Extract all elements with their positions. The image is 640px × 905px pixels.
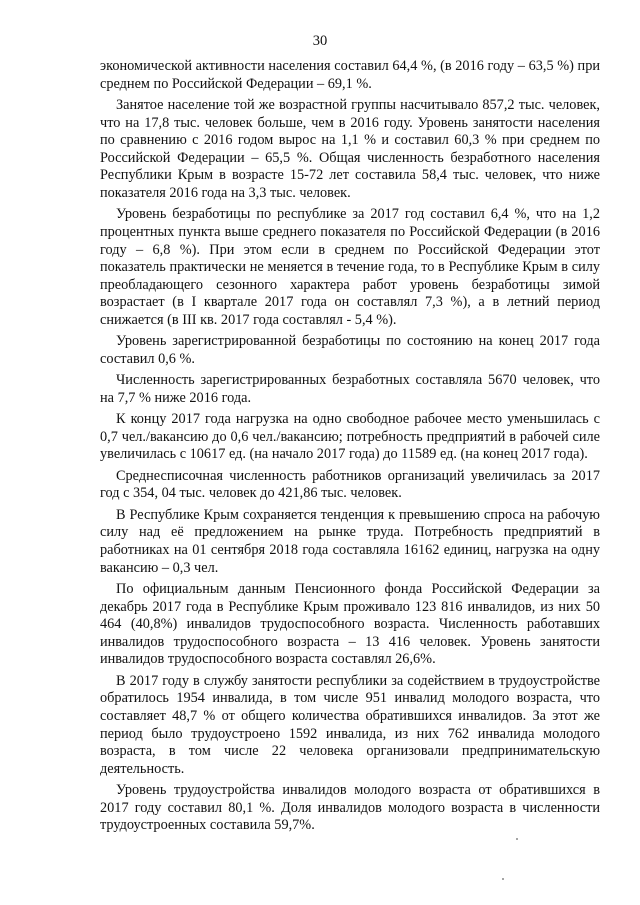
paragraph: В 2017 году в службу занятости республики за содействием в трудоустройстве обратилось 1954 инвалида, в том числе 951 инвалид молодого возраста, что составляет 48,7 % от общего количества обратившихся инвалидов. За этот же период было трудоустроено 1592 инвалида, из них 762 инвалида молодого возраста, в том числе 22 человека организовали предпринимательскую деятельность. xyxy=(100,672,600,777)
paragraph: В Республике Крым сохраняется тенденция к превышению спроса на рабочую силу над её предложением на рынке труда. Потребность предприятий в работниках на 01 сентября 2018 года составляла 16162 единиц, нагрузка на одну вакансию – 0,3 чел. xyxy=(100,506,600,576)
paragraph: Численность зарегистрированных безработных составляла 5670 человек, что на 7,7 % ниже 2016 года. xyxy=(100,372,600,406)
paragraph: Среднесписочная численность работников организаций увеличилась за 2017 год с 354, 04 тыс. человек до 421,86 тыс. человек. xyxy=(100,467,600,502)
body-text xyxy=(100,58,600,835)
scan-speck xyxy=(502,878,504,880)
paragraph: По официальным данным Пенсионного фонда Российской Федерации за декабрь 2017 года в Республике Крым проживало 123 816 инвалидов, из них 50 464 (40,8%) инвалидов трудоспособного возраста. Численность работавших инвалидов трудоспособного возраста – 13 416 человек. Уровень занятости инвалидов трудоспособного возраста составлял 26,6%. xyxy=(100,581,600,668)
paragraph: Уровень трудоустройства инвалидов молодого возраста от обратившихся в 2017 году составил 80,1 %. Доля инвалидов молодого возраста в численности трудоустроенных составила 59,7%. xyxy=(100,782,600,834)
paragraph: К концу 2017 года нагрузка на одно свободное рабочее место уменьшилась с 0,7 чел./вакансию до 0,6 чел./вакансию; потребность предприятий в рабочей силе увеличилась с 10617 ед. (на начало 2017 года) до 11589 ед. (на конец 2017 года). xyxy=(100,411,600,463)
paragraph: Уровень безработицы по республике за 2017 год составил 6,4 %, что на 1,2 процентных пункта выше среднего показателя по Российской Федерации (в 2016 году – 6,8 %). При этом если в среднем по Российской Федерации этот показатель практически не меняется в течение года, то в Республике Крым в силу преобладающего сезонного характера работ уровень безработицы зимой возрастает (в I квартале 2017 года он составлял 7,3 %), а в летний период снижается (в III кв. 2017 года составлял - 5,4 %). xyxy=(100,206,600,328)
paragraph: экономической активности населения составил 64,4 %, (в 2016 году – 63,5 %) при среднем по Российской Федерации – 69,1 %. xyxy=(100,58,600,92)
paragraph: Уровень зарегистрированной безработицы по состоянию на конец 2017 года составил 0,6 %. xyxy=(100,333,600,367)
page-number: 30 xyxy=(312,33,328,49)
paragraph: Занятое население той же возрастной группы насчитывало 857,2 тыс. человек, что на 17,8 тыс. человек больше, чем в 2016 году. Уровень занятости населения по сравнению с 2016 годом вырос на 1,1 % и составил 60,3 % при среднем по Российской Федерации – 65,5 %. Общая численность безработного населения Республики Крым в возрасте 15-72 лет составила 58,4 тыс. человек, что ниже показателя 2016 года на 3,3 тыс. человек. xyxy=(100,96,600,201)
scan-speck xyxy=(516,838,518,840)
